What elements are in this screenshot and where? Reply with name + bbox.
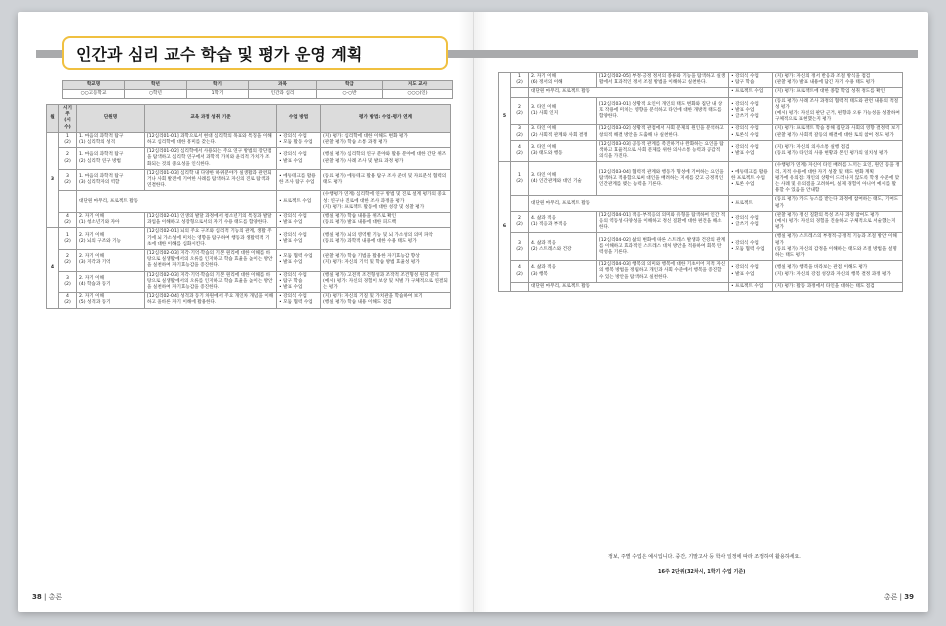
month-cell: 6	[499, 162, 511, 292]
info-header: 학급	[317, 81, 383, 90]
standard-cell: [12심리03-03] 공동적 관계를 촉진하거나 완화하는 요인을 탐색하고 효율적으로 사회 문제를 위한 의사소통 능력과 공감적 의식을 가진다.	[597, 140, 729, 162]
title-bar-left	[36, 50, 62, 58]
standard-cell: [12심리01-01] 과학으로서 현대 심리학의 목표와 특징을 이해하고 심리학에 대한 흥미를 갖는다.	[145, 132, 277, 147]
method-cell: • 강의식 수업 • 탐구 학습	[729, 73, 773, 88]
week-cell: 3 (2)	[511, 125, 529, 140]
footer-label-right: 총론	[883, 593, 898, 601]
column-header: 수업 방법	[277, 105, 321, 133]
standard-cell: [12심리04-01] 적응·부적응의 의미와 유형을 탐색하여 인간 적응의 역동성·다양성을 이해하고 정신 질환에 대한 편견을 해소한다.	[597, 211, 729, 233]
week-cell: 4 (2)	[59, 293, 77, 308]
week-cell: 3 (2)	[59, 169, 77, 191]
page-title: 인간과 심리 교수 학습 및 평가 운영 계획	[62, 36, 448, 70]
evaluation-cell: (관찰 평가) 정신 질환의 특성 조사 과정 참여도 평가 (예시) 평가: 자신의 경험을 진솔하고 구체적으로 서술했는지 평가	[773, 211, 903, 233]
unit-cell: 4. 삶과 적응 (1) 적응과 부적응	[529, 211, 597, 233]
evaluation-cell: (관찰 평가) 학습 기법을 활용한 자기효능감 향상 (지) 평가: 자신의 기억 및 학습 방법 효율성 평가	[321, 250, 451, 272]
unit-cell: 2. 자기 이해 (2) 뇌의 구조와 기능	[77, 228, 145, 250]
table-row	[499, 97, 903, 125]
table-row	[499, 233, 903, 261]
table-row	[47, 191, 451, 213]
unit-cell: 3. 타인 이해 (3) 태도와 행동	[529, 140, 597, 162]
week-cell: 4 (2)	[59, 213, 77, 228]
table-row	[47, 271, 451, 293]
week-cell: 1 (2)	[59, 132, 77, 147]
week-cell	[511, 196, 529, 211]
standard-cell: [12심리02-01] 인생의 발달 과정에서 청소년기의 특징과 발달 과업을 이해하고 성장형으로서의 자기 수용 태도를 함양한다.	[145, 213, 277, 228]
column-header: 단원명	[77, 105, 145, 133]
evaluation-cell: (행실 평가) 뇌의 영역별 기능 및 뇌 가소성의 의미 파악 (동료 평가) 과학적 내용에 대한 수용 태도 평가	[321, 228, 451, 250]
unit-cell: 3. 타인 이해 (4) 인간관계와 대인 기술	[529, 162, 597, 196]
info-value: ○○고등학교	[63, 90, 125, 99]
unit-cell: 2. 자기 이해 (1) 청소년기와 자아	[77, 213, 145, 228]
unit-cell: 2. 자기 이해 (6) 정서의 이해	[529, 73, 597, 88]
method-cell: • 프로젝트 수업	[277, 191, 321, 213]
unit-cell: 대단원 마무리, 프로젝트 활동	[529, 282, 729, 291]
table-row	[499, 196, 903, 211]
right-plan-table	[498, 72, 903, 292]
week-cell: 4 (2)	[511, 261, 529, 283]
standard-cell: [12심리03-04] 협력적 관계와 행동가 형성에 기여하는 요인을 탐색하고 적용함으로써 대인을 배려하는 지세를 갖고 긍정적인 인간관계를 맺는 능력을 기른다.	[597, 162, 729, 196]
method-cell: • 강의식 수업 • 발표 수업	[729, 140, 773, 162]
evaluation-cell: (지) 평가: 프로젝트에 대한 종합 학업 성취 정도를 확인	[773, 88, 903, 97]
evaluation-cell: (행실 평가) 학습 내용을 퀴즈로 확인 (동료 평가) 발표 내용에 대한 피드백	[321, 213, 451, 228]
unit-cell: 대단원 마무리, 프로젝트 활동	[77, 191, 277, 213]
info-table	[62, 80, 453, 99]
method-cell: • 강의식 수업 • 발표 수업	[277, 148, 321, 170]
month-cell: 4	[47, 228, 59, 308]
book-spread	[18, 12, 928, 612]
method-cell: • 강의식 수업 • 발표 수업	[277, 213, 321, 228]
table-row	[47, 293, 451, 308]
table-row	[47, 169, 451, 191]
evaluation-cell: (지) 평가: 활동 과정에서 타인을 대하는 태도 점검	[773, 282, 903, 291]
table-row	[499, 73, 903, 88]
method-cell: • 강의식 수업 • 발표 수업	[729, 261, 773, 283]
month-cell: 5	[499, 73, 511, 162]
method-cell: • 프로젝트	[729, 196, 773, 211]
week-cell	[511, 88, 529, 97]
method-cell: • 강의식 수업 • 탐구 학습 • 발표 수업	[277, 271, 321, 293]
info-value: ○학년	[125, 90, 187, 99]
standard-cell: [12심리02-04] 성격과 동기 차원에서 주요 개인차 개념을 이해하고 올바른 자기 이해에 활용한다.	[145, 293, 277, 308]
week-cell: 1 (2)	[511, 162, 529, 196]
method-cell: • 강의식 수업 • 토론식 수업	[729, 125, 773, 140]
evaluation-cell: (행실 평가) 고전적 조건형성과 조작적 조건형성 원리 분석 (예시) 평가: 자신의 경험이 보상 및 처벌 가 구체적으로 연결되는 평가	[321, 271, 451, 293]
week-cell: 4 (2)	[511, 140, 529, 162]
method-cell: • 강의식 수업 • 글쓰기 수업	[729, 211, 773, 233]
table-row	[47, 132, 451, 147]
unit-cell: 1. 마음의 과학적 탐구 (1) 심리학의 성격	[77, 132, 145, 147]
standard-cell: [12심리04-03] 행복의 의미와 행복에 대한 기초이어 지적 자신의 행복 방법을 정립하고 개인과 사회 수준에서 행복을 증진할 수 있는 방안을 탐색하고 실천한다.	[597, 261, 729, 283]
evaluation-cell: (지) 평가: 심리학에 대한 이해도 변화 평가 (관찰 평가) 학습 소통 과정 평가	[321, 132, 451, 147]
unit-cell: 2. 자기 이해 (5) 성격과 동기	[77, 293, 145, 308]
method-cell: • 프로젝트 수업	[729, 88, 773, 97]
evaluation-cell: (수행평가 연계) 자신이 타인 배려를 느끼는 요인, 원인 등을 정리, 지적 수용에 대한 자기 성찰 및 태도 변화 계획 평가에 유의점: 개인의 상황이 드러나지 않도록 학생 수준에 맞는 사례 및 유의점을 고려하여, 실제 경험이 아니어 예시를 활용할 수 있음을 안내함	[773, 162, 903, 196]
evaluation-cell: (지) 평가: 자신의 의사소통 실행 점검 (동료 평가) 타인의 사용 현황과 본인 평가의 일치성 평가	[773, 140, 903, 162]
method-cell: • 강의식 수업 • 모둠 협력 수업	[729, 233, 773, 261]
info-header: 지도 교사	[383, 81, 453, 90]
week-cell: 2 (2)	[59, 250, 77, 272]
standard-cell: [12심리02-05] 부정·긍정 정서의 종류와 기능을 탐색하고 실생활에서 효과적인 정서 조절 방법을 이해하고 실천한다.	[597, 73, 729, 88]
standard-cell: [12심리02-01] 뇌의 주요 구조와 심리적 기능의 관계, 생활 주기에 뇌 가소성에 미치는 영향을 탐구하여 행동과 생활력적 기초에 대한 이해를 심화시킨다.	[145, 228, 277, 250]
unit-cell: 1. 마음의 과학적 탐구 (2) 심리학 연구 방법	[77, 148, 145, 170]
info-header: 학기	[187, 81, 249, 90]
footer-left: 38 | 총론	[32, 593, 63, 601]
page-fold	[473, 12, 474, 612]
evaluation-cell: (행실 평가) 심리학의 연구 분야와 활용 분야에 대한 간단 퀴즈 (관찰 평가) 사례 조사 및 발표 과정 평가	[321, 148, 451, 170]
info-value: 인간과 심리	[249, 90, 317, 99]
footer-label-left: 총론	[48, 593, 63, 601]
week-cell: 1 (2)	[59, 228, 77, 250]
unit-cell: 3. 타인 이해 (1) 사회 인지	[529, 97, 597, 125]
evaluation-cell: (수행평가 연계) 심리학에 연구 방법 및 진로 설계 평가의 중요성: 연구나 진로에 대한 조사 과정을 평가 (지) 평가: 프로젝트 활동에 대한 성장 및 성찰 평가	[321, 191, 451, 213]
column-header: 평가 방법: 수업-평가 연계	[321, 105, 451, 133]
standard-cell: [12심리03-02] 상황적 관점에서 사회 문제의 원인을 분석하고 창의적 해결 방안을 도출해 나 실천한다.	[597, 125, 729, 140]
info-header: 학교명	[63, 81, 125, 90]
table-row	[499, 211, 903, 233]
left-plan-table	[46, 104, 451, 309]
page-number-right: 39	[904, 593, 914, 601]
standard-cell: [12심리02-03] 지각·기억·학습의 기본 원리에 대한 이해를 바탕으로 실생활에서의 오류를 인지하고 학습 효율을 높이는 방안을 실천하여 자기효능감을 증진한다.	[145, 271, 277, 293]
evaluation-cell: (동료 평가) 카드 뉴스를 받는다 과정에 참여하는 태도, 기여도 평가	[773, 196, 903, 211]
unit-cell: 3. 타인 이해 (2) 사회적 관계와 사회 결정	[529, 125, 597, 140]
note-text: 정보, 주별 수업은 예시입니다. 중간, 기말고사 등 학사 일정에 따라 조정하여 활용하세요.	[608, 554, 801, 560]
info-value: 1학기	[187, 90, 249, 99]
evaluation-cell: (동료 평가) 에듀테크 활용 탐구 조사 준비 및 자료분석 협력의 태도 평가	[321, 169, 451, 191]
method-cell: • 에듀테크를 활용한 조사 탐구 수업	[277, 169, 321, 191]
table-row	[499, 140, 903, 162]
week-cell: 3 (2)	[511, 233, 529, 261]
unit-cell: 2. 자기 이해 (4) 학습과 동기	[77, 271, 145, 293]
evaluation-cell: (지) 평가: 자신의 정서 반응과 조절 방식을 점검 (관찰 평가) 발표 내용에 담긴 자기 수용 태도 평가	[773, 73, 903, 88]
info-value: ○○○(인)	[383, 90, 453, 99]
unit-cell: 대단원 마무리, 프로젝트 활동	[529, 88, 729, 97]
method-cell: • 에듀테크를 활용한 프로젝트 수업 • 토론 수업	[729, 162, 773, 196]
week-cell: 3 (2)	[59, 271, 77, 293]
week-cell: 2 (2)	[511, 97, 529, 125]
evaluation-cell: (행실 평가) 스트레스의 부정적·긍정적 기능과 조절 방안 이해 평가 (동료 평가) 자신의 감정을 이해하는 태도와 조절 방법을 설명하는 태도 평가	[773, 233, 903, 261]
table-row	[47, 213, 451, 228]
unit-cell: 1. 마음의 과학적 탐구 (3) 심리학자의 역할	[77, 169, 145, 191]
table-header-row	[47, 105, 451, 133]
footer-right: 총론 | 39	[883, 593, 914, 601]
method-cell: • 강의식 수업 • 모둠 활동 수업	[277, 132, 321, 147]
table-row	[499, 261, 903, 283]
table-row	[499, 282, 903, 291]
table-row	[499, 162, 903, 196]
standard-cell: [12심리01-02] 심리학에서 사용되는 주요 연구 방법의 장단점을 탐색하고 심리학 연구에서 과학적 가치와 윤리적 가치가 조화되는 것의 중요성을 인식한다.	[145, 148, 277, 170]
method-cell: • 모둠 협력 수업 • 발표 수업	[277, 250, 321, 272]
method-cell: • 강의식 수업 • 모둠 협력 수업	[277, 293, 321, 308]
evaluation-cell: (행실 평가) 행복을 바라보는 관점 이해도 평가 (지) 평가: 자신의 강점 성장과 자신의 행복 결정 과정 평가	[773, 261, 903, 283]
evaluation-cell: (지) 평가: 프로젝트 학습 통해 집단과 사회의 영향 결정력 보기 (관찰 평가) 사회적 갈등의 해결에 대한 토의 참여 정도 평가	[773, 125, 903, 140]
info-header: 과목	[249, 81, 317, 90]
week-cell	[511, 282, 529, 291]
unit-cell: 4. 삶과 적응 (3) 행복	[529, 261, 597, 283]
week-cell: 2 (2)	[59, 148, 77, 170]
column-header: 교육 과정 성취 기준	[145, 105, 277, 133]
unit-cell: 4. 삶과 적응 (2) 스트레스와 건강	[529, 233, 597, 261]
table-row	[499, 88, 903, 97]
table-row	[47, 148, 451, 170]
title-bar	[448, 50, 918, 58]
month-cell: 3	[47, 132, 59, 228]
column-header: 월	[47, 105, 59, 133]
week-cell: 2 (2)	[511, 211, 529, 233]
standard-cell: [12심리03-01] 상황적 요인이 개인의 태도 변화와 집단 내 상호 작용에 미치는 영향을 분석하고 타인에 대한 개방적 태도를 함양한다.	[597, 97, 729, 125]
week-cell	[59, 191, 77, 213]
evaluation-cell: (동료 평가) 사례 조사 과정의 협력적 태도와 관련 내용의 적절성 평가 (예시) 평가: 자신의 판단 근거, 편향과 오류 가능성을 성찰하여 구체적으로 표현했는지 평가	[773, 97, 903, 125]
unit-cell: 2. 자기 이해 (3) 지각과 기억	[77, 250, 145, 272]
standard-cell: [12심리04-02] 삶의 변화에 따른 스트레스 발생과 건강의 관계를 이해하고 효과적인 스트레스 대처 방안을 적용하여 회복 탄력성을 기른다.	[597, 233, 729, 261]
week-cell: 1 (2)	[511, 73, 529, 88]
info-value: ○-○반	[317, 90, 383, 99]
table-row	[47, 228, 451, 250]
table-row	[47, 250, 451, 272]
method-cell: • 강의식 수업 • 발표 수업 • 글쓰기 수업	[729, 97, 773, 125]
method-cell: • 프로젝트 수업	[729, 282, 773, 291]
method-cell: • 강의식 수업 • 발표 수업	[277, 228, 321, 250]
standard-cell: [12심리02-03] 지각·기억·학습의 기본 원리에 대한 이해를 바탕으로 실생활에서의 오류를 인지하고 학습 효율을 높이는 방안을 실천하여 자기효능감을 증진한다.	[145, 250, 277, 272]
unit-cell: 대단원 마무리, 프로젝트 활동	[529, 196, 729, 211]
info-header: 학년	[125, 81, 187, 90]
page-number-left: 38	[32, 593, 42, 601]
note-total: 16주 2단위(32차시, 1학기 수업 기준)	[658, 569, 746, 575]
column-header: 시기 주 (시수)	[59, 105, 77, 133]
standard-cell: [12심리01-03] 심리학 내 다양한 하위분야가 실생활과 관련되거나 사회 발전에 기여한 사례를 탐색하고 자신의 진로 탐색과 연결한다.	[145, 169, 277, 191]
table-row	[499, 125, 903, 140]
evaluation-cell: (지) 평가: 자신의 기질 및 가치관을 학습하여 보기 (행실 평가) 학습 내용 이해도 점검	[321, 293, 451, 308]
